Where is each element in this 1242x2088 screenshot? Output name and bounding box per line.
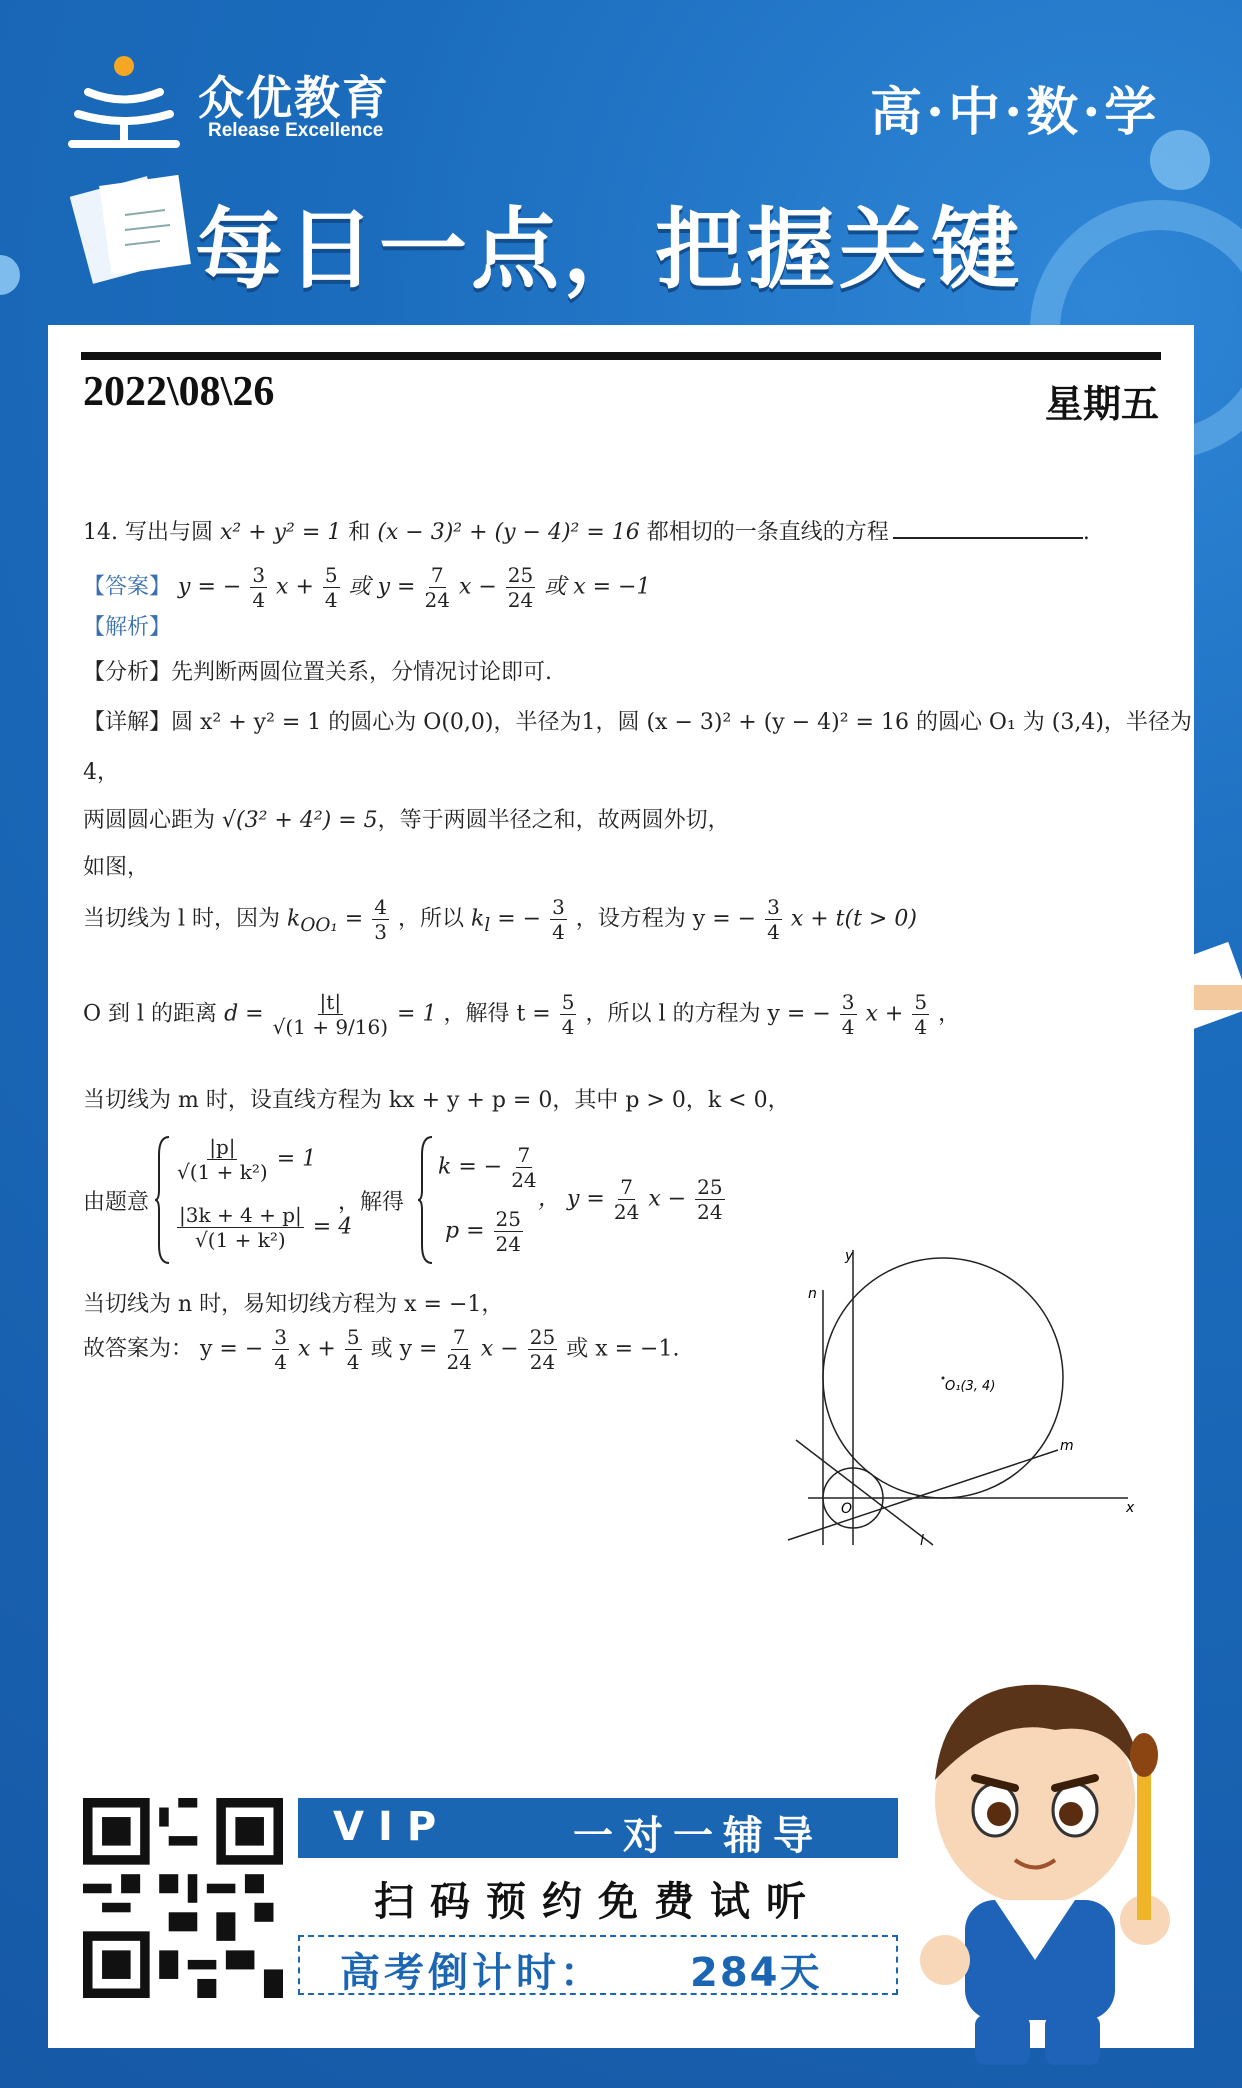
subscript: l <box>484 914 491 936</box>
countdown-value: 284天 <box>690 1950 822 1996</box>
weekday: 星期五 <box>1044 381 1159 426</box>
answer-part: y = − <box>178 574 242 600</box>
frac-den: 24 <box>495 1232 521 1256</box>
fraction <box>912 990 929 1039</box>
answer-blank <box>893 537 1083 539</box>
detail-line-1: 【详解】圆 x² + y² = 1 的圆心为 O(0,0)，半径为1，圆 (x − 3)² + (y − 4)² = 16 的圆心 O₁ 为 (3,4)，半径为 <box>83 710 1192 735</box>
answer-part: x + <box>276 574 314 600</box>
fraction <box>424 563 449 612</box>
answer-part: x − <box>458 574 497 600</box>
frac-den: 4 <box>561 1015 575 1039</box>
text: 或 x = −1. <box>566 1336 680 1362</box>
frac-num: 5 <box>346 1325 360 1349</box>
equation-2 <box>175 1203 352 1252</box>
text: 故答案为： y = − <box>83 1336 264 1362</box>
subject-title: 高·中·数·学 <box>870 82 1161 143</box>
fraction <box>560 990 577 1039</box>
frac-num: 25 <box>529 1325 556 1349</box>
frac-den: 24 <box>697 1200 723 1224</box>
answer-tag: 【答案】 <box>83 574 172 600</box>
formula: = 4 <box>312 1214 353 1240</box>
x-label: x <box>1126 1500 1135 1516</box>
fraction <box>511 1143 536 1192</box>
mascot-boy-illustration <box>905 1660 1205 2080</box>
fraction <box>250 563 267 612</box>
figure-ref-line: 如图， <box>83 855 150 880</box>
formula: = 1 <box>276 1146 317 1172</box>
qr-code-icon[interactable] <box>83 1798 283 1998</box>
text: ，等于两圆半径之和，故两圆外切， <box>377 808 730 833</box>
tangent-m <box>788 1450 1058 1540</box>
question-suffix: 都相切的一条直线的方程 <box>646 520 889 545</box>
brand-name: 众优教育 <box>198 71 390 125</box>
frac-den: 24 <box>446 1350 472 1374</box>
frac-den: 4 <box>324 588 338 612</box>
formula: = <box>344 906 364 932</box>
frac-den: 24 <box>511 1168 537 1192</box>
frac-num: 3 <box>767 895 780 919</box>
distance-line <box>83 803 730 834</box>
countdown-label: 高考倒计时： <box>340 1950 604 1996</box>
tangent-m-line: 当切线为 m 时，设直线方程为 kx + y + p = 0，其中 p > 0，k < 0， <box>83 1088 790 1113</box>
frac-num: 3 <box>552 895 565 919</box>
frac-num: 3 <box>274 1325 288 1349</box>
frac-den: 24 <box>507 588 534 612</box>
question-prefix: 14. 写出与圆 <box>83 520 213 545</box>
tangent-l <box>796 1440 933 1545</box>
vip-label: VIP <box>333 1804 451 1850</box>
frac-num: |t| <box>319 990 342 1014</box>
frac-den: 4 <box>252 588 266 612</box>
detail-line-2: 4， <box>83 760 119 785</box>
frac-num: 25 <box>697 1175 723 1199</box>
frac-den: √(1 + k²) <box>177 1160 268 1184</box>
text: 由题意 <box>83 1190 150 1215</box>
text: ，解得 t = <box>443 1001 551 1027</box>
frac-num: 25 <box>495 1207 521 1231</box>
fraction <box>614 1175 639 1224</box>
logo-icon <box>68 52 188 152</box>
frac-den: 4 <box>552 920 565 944</box>
solution-p <box>445 1207 525 1256</box>
formula: k <box>287 906 301 932</box>
vip-banner <box>298 1798 898 1858</box>
answer-part: 或 x = −1 <box>544 574 651 600</box>
frac-den: 4 <box>767 920 780 944</box>
frac-den: √(1 + k²) <box>195 1228 286 1252</box>
text: 或 y = <box>370 1336 438 1362</box>
formula: k <box>470 906 485 932</box>
text: O 到 l 的距离 <box>83 1001 218 1027</box>
formula: ， y = <box>538 1186 605 1212</box>
frac-den: √(1 + 9/16) <box>272 1015 389 1039</box>
frac-num: 5 <box>324 563 338 587</box>
frac-den: 4 <box>274 1350 288 1374</box>
formula: d = <box>224 1001 264 1027</box>
date: 2022\08\26 <box>83 369 275 415</box>
formula: x − <box>480 1336 519 1362</box>
formula: x + <box>865 1001 904 1027</box>
frac-num: 5 <box>561 990 575 1014</box>
circle-eq-1: x² + y² = 1 <box>219 520 342 545</box>
text: ，所以 <box>397 906 464 932</box>
tutoring-label: 一对一辅导 <box>573 1813 823 1859</box>
frac-den: 3 <box>374 920 387 944</box>
y-label: y <box>845 1250 854 1264</box>
left-brace-icon <box>155 1135 171 1265</box>
frac-num: 4 <box>374 895 387 919</box>
center-label: O₁(3, 4) <box>945 1379 996 1394</box>
brand-tagline: Release Excellence <box>208 120 384 141</box>
frac-num: 5 <box>914 990 928 1014</box>
text: 当切线为 l 时，因为 <box>83 906 281 932</box>
fraction <box>528 1325 557 1374</box>
fraction <box>550 895 567 944</box>
line-l-label: l <box>920 1533 924 1549</box>
formula: x + t(t > 0) <box>790 906 917 932</box>
fraction <box>695 1175 724 1224</box>
frac-den: 24 <box>613 1200 640 1224</box>
analysis-line: 【分析】先判断两圆位置关系，分情况讨论即可. <box>83 660 552 685</box>
fraction <box>345 1325 362 1374</box>
final-answer-line <box>83 1325 679 1374</box>
frac-den: 24 <box>424 588 450 612</box>
subscript: OO₁ <box>300 914 338 936</box>
fraction <box>840 990 857 1039</box>
slogan: 每日一点，把握关键 <box>195 198 1024 301</box>
frac-num: 7 <box>430 563 444 587</box>
tangent-l-line <box>83 895 917 944</box>
frac-den: 4 <box>346 1350 360 1374</box>
formula: k = − <box>438 1154 503 1180</box>
fraction <box>177 1135 268 1184</box>
question-line <box>83 515 1090 546</box>
formula: = − <box>497 906 542 932</box>
tangent-circles-figure <box>768 1250 1138 1550</box>
equation-1 <box>175 1135 316 1184</box>
line-m-label: m <box>1060 1438 1074 1454</box>
text: 两圆圆心距为 <box>83 808 216 833</box>
text: ， <box>938 1001 961 1027</box>
circle-eq-2: (x − 3)² + (y − 4)² = 16 <box>377 520 640 545</box>
formula: x − <box>648 1186 687 1212</box>
origin-label: O <box>841 1501 853 1517</box>
exam-countdown <box>298 1935 898 1995</box>
fraction <box>177 1203 304 1252</box>
formula: p = <box>445 1218 485 1244</box>
paper-doodle-icon <box>70 175 200 285</box>
scan-cta: 扫码预约免费试听 <box>374 1879 822 1925</box>
question-mid: 和 <box>348 520 371 545</box>
formula: = 1 <box>397 1001 437 1027</box>
answer-part: 或 y = <box>348 574 416 600</box>
formula: √(3² + 4²) = 5 <box>222 808 378 833</box>
fraction <box>372 895 389 944</box>
frac-num: |p| <box>209 1135 236 1159</box>
question-end: . <box>1082 520 1090 545</box>
fraction <box>323 563 340 612</box>
distance-l-line <box>83 990 960 1039</box>
answer-line <box>83 563 651 612</box>
frac-num: |3k + 4 + p| <box>179 1203 302 1227</box>
frac-num: 7 <box>452 1325 466 1349</box>
frac-num: 7 <box>517 1143 531 1167</box>
fraction <box>494 1207 523 1256</box>
fraction <box>273 990 388 1039</box>
formula: x + <box>298 1336 336 1362</box>
text: ，解得 <box>338 1190 405 1215</box>
fraction <box>446 1325 471 1374</box>
analysis-tag: 【解析】 <box>83 615 172 640</box>
left-brace-icon <box>418 1135 434 1265</box>
header <box>0 0 1242 320</box>
text: ，所以 l 的方程为 y = − <box>585 1001 831 1027</box>
line-n-label: n <box>808 1286 817 1302</box>
frac-den: 4 <box>914 1015 928 1039</box>
top-rule <box>81 352 1161 360</box>
frac-num: 25 <box>507 563 534 587</box>
fraction <box>506 563 535 612</box>
solution-line <box>538 1175 727 1224</box>
frac-den: 4 <box>841 1015 855 1039</box>
frac-num: 3 <box>841 990 855 1014</box>
tangent-n-line: 当切线为 n 时，易知切线方程为 x = −1， <box>83 1292 504 1317</box>
text: ，设方程为 y = − <box>575 906 757 932</box>
frac-den: 24 <box>529 1350 556 1374</box>
fraction <box>272 1325 289 1374</box>
frac-num: 7 <box>620 1175 633 1199</box>
brand-logo <box>68 52 428 152</box>
solution-k <box>438 1143 539 1192</box>
frac-num: 3 <box>252 563 266 587</box>
fraction <box>765 895 782 944</box>
